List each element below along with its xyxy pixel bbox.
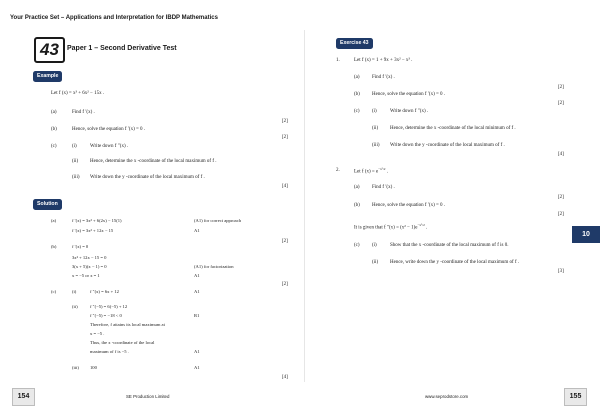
exercise-part-text: Hence, determine the x -coordinate of the local minimum of f .: [390, 126, 516, 131]
example-part-label: (c): [51, 144, 57, 149]
page-number-right: 155: [564, 388, 587, 406]
marks: [4]: [558, 152, 564, 157]
example-part-text: Find f ′(x) .: [72, 110, 95, 115]
solution-subpart-label: (ii): [72, 304, 78, 309]
exercise-part-label: (c): [354, 109, 360, 114]
solution-line: x = −5 or x = 1: [72, 273, 100, 278]
page-title: Paper 1 – Second Derivative Test: [67, 45, 177, 52]
solution-part-label: (b): [51, 244, 57, 249]
solution-label: Solution: [33, 199, 62, 210]
exercise-part-text: Hence, solve the equation f ′(x) = 0 .: [372, 203, 446, 208]
solution-line: f ′(x) = 3x² + 6(2x) − 15(1): [72, 218, 122, 223]
example-stem: Let f (x) = x³ + 6x² − 15x .: [51, 91, 105, 96]
solution-subpart-label: (iii): [72, 365, 79, 370]
exercise-subpart-label: (iii): [372, 143, 380, 148]
exercise-part-text: Write down the y -coordinate of the local maximum of f .: [390, 143, 505, 148]
solution-line: maximum of f is −5 .: [90, 349, 129, 354]
question-stem: Let f $(x) = e^{-x^2/2}$ .: [354, 167, 388, 175]
exercise-subpart-label: (i): [372, 243, 377, 248]
page-number-left: 154: [12, 388, 35, 406]
exercise-given: It is given that f $''(x) = (x^2 - 1)e^{-x^2/2}$ .: [354, 223, 428, 231]
chapter-number-badge: 43: [34, 37, 65, 63]
solution-subpart-label: (i): [72, 289, 77, 294]
exercise-part-text: Write down f ″(x) .: [390, 109, 429, 114]
solution-line: f ′(x) = 3x² + 12x − 15: [72, 228, 114, 233]
solution-mark: A1: [194, 289, 200, 294]
exercise-part-text: Hence, solve the equation f ′(x) = 0 .: [372, 92, 446, 97]
marks: [2]: [282, 282, 288, 287]
exercise-part-text: Find f ′(x) .: [372, 75, 395, 80]
marks: [2]: [282, 239, 288, 244]
page-gutter: [304, 30, 305, 382]
exercise-part-text: Find f ′(x) .: [372, 185, 395, 190]
solution-line: 3x² + 12x − 15 = 0: [72, 255, 107, 260]
example-subpart-label: (iii): [72, 175, 80, 180]
example-part-text: Write down f ″(x) .: [90, 144, 129, 149]
exercise-part-text: Hence, write down the y -coordinate of the local maximum of f .: [390, 260, 520, 265]
solution-mark: A1: [194, 273, 200, 278]
example-label: Example: [33, 71, 62, 82]
solution-line: f ″(x) = 6x + 12: [90, 289, 119, 294]
solution-line: x = −5 .: [90, 331, 105, 336]
solution-line: Thus, the x -coordinate of the local: [90, 340, 155, 345]
book-title: Your Practice Set – Applications and Interpretation for IBDP Mathematics: [10, 15, 218, 21]
exercise-part-label: (b): [354, 92, 360, 97]
solution-mark: A1: [194, 349, 200, 354]
chapter-side-tab: 10: [572, 226, 600, 243]
exercise-part-label: (a): [354, 75, 360, 80]
solution-mark: R1: [194, 313, 200, 318]
solution-part-label: (c): [51, 289, 57, 294]
exercise-label: Exercise 43: [336, 38, 373, 49]
example-part-label: (a): [51, 110, 57, 115]
question-number: 2.: [336, 168, 340, 173]
marks: [2]: [558, 212, 564, 217]
marks: [2]: [558, 195, 564, 200]
exercise-subpart-label: (i): [372, 109, 377, 114]
example-part-label: (b): [51, 127, 57, 132]
question-stem: Let f (x) = 1 + 9x + 3x² − x³ .: [354, 58, 413, 63]
exercise-part-text: Show that the x -coordinate of the local maximum of f is 0.: [390, 243, 509, 248]
solution-line: f ″(−5) = 6(−5) + 12: [90, 304, 128, 309]
marks: [2]: [282, 135, 288, 140]
marks: [2]: [558, 85, 564, 90]
solution-mark: (A1) for factorization: [194, 264, 234, 269]
marks: [2]: [558, 101, 564, 106]
marks: [4]: [282, 184, 288, 189]
example-subpart-label: (i): [72, 144, 77, 149]
solution-line: f ′(x) = 0: [72, 244, 89, 249]
example-part-text: Write down the y -coordinate of the local maximum of f .: [90, 175, 205, 180]
solution-line: 100: [90, 365, 97, 370]
exercise-subpart-label: (ii): [372, 126, 379, 131]
solution-mark: A1: [194, 365, 200, 370]
publisher-name: SE Production Limited: [126, 394, 170, 399]
solution-part-label: (a): [51, 218, 57, 223]
example-part-text: Hence, solve the equation f ′(x) = 0 .: [72, 127, 146, 132]
example-subpart-label: (ii): [72, 159, 79, 164]
marks: [3]: [558, 269, 564, 274]
exercise-part-label: (a): [354, 185, 360, 190]
solution-mark: (A1) for correct approach: [194, 218, 242, 223]
solution-line: Therefore, f attains its local maximum at: [90, 322, 165, 327]
publisher-url: www.seprodstore.com: [425, 394, 469, 399]
example-part-text: Hence, determine the x -coordinate of the local maximum of f .: [90, 159, 217, 164]
solution-line: f ″(−5) = −18 < 0: [90, 313, 122, 318]
exercise-subpart-label: (ii): [372, 260, 379, 265]
exercise-part-label: (b): [354, 203, 360, 208]
marks: [4]: [282, 375, 288, 380]
solution-mark: A1: [194, 228, 200, 233]
question-number: 1.: [336, 58, 340, 63]
solution-line: 3(x + 5)(x − 1) = 0: [72, 264, 107, 269]
exercise-part-label: (c): [354, 243, 360, 248]
marks: [2]: [282, 119, 288, 124]
